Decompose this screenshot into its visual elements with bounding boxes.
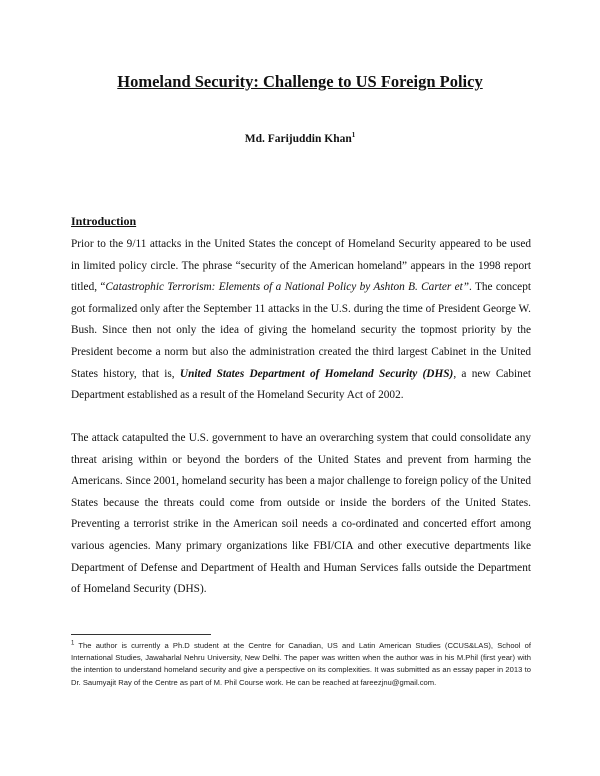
paragraph-2: The attack catapulted the U.S. government to have an overarching system that could consolidate any threat arising within or beyond the borders of the United States and prevent from harming the Americans. Since 2001, homeland security has been a major challenge to foreign policy of the United States because the threats could come from outside or inside the borders of the United States. Preventing a terrorist strike in the American soil needs a co-ordinated and concerted effort among various agencies. Many primary organizations like FBI/CIA and other executive departments like Department of Defense and Department of Health and Human Services falls outside the Department of Homeland Security (DHS). xyxy=(71,432,531,596)
paper-title: Homeland Security: Challenge to US Foreign Policy xyxy=(117,72,483,91)
author-line xyxy=(0,133,600,145)
section-heading: Introduction xyxy=(71,214,137,228)
dhs-name: United States Department of Homeland Security (DHS) xyxy=(179,367,454,380)
author-name: Md. Farijuddin Khan xyxy=(244,133,352,145)
footnote-reference[interactable]: 1 xyxy=(351,131,356,140)
paragraph-1-text-a: Prior to the 9/11 attacks in the United States the concept of Homeland Security appeared to be used in limited policy circle. The phrase “security of the American homeland” appears in the 1998 report titled, “ xyxy=(71,238,531,294)
paragraph-1-text-c: , a new Cabinet Department established as a result of the Homeland Security Act of 2002. xyxy=(71,367,531,402)
report-title: Catastrophic Terrorism: Elements of a National Policy by Ashton B. Carter et” xyxy=(105,281,470,294)
paragraph-1-text-b: . The concept got formalized only after the September 11 attacks in the U.S. during the time of President George W. Bush. Since then not only the idea of giving the homeland security the topmost priority by the President become a norm but also the administration created the third largest Cabinet in the United States history, that is, xyxy=(71,281,531,380)
footnote-mark: 1 xyxy=(71,640,75,647)
paragraph-1 xyxy=(71,234,531,407)
footnote-text: The author is currently a Ph.D student at the Centre for Canadian, US and Latin American Studies (CCUS&LAS), School of International Studies, Jawaharlal Nehru University, New Delhi. The paper was written when the author was in his M.Phil (first year) with the intention to understand homeland security and give a perspective on its complexities. It was submitted as an essay paper in 2013 to Dr. Saumyajit Ray of the Centre as part of M. Phil Course work. He can be reached at fareezjnu@gmail.com. xyxy=(71,641,531,687)
footnote-divider xyxy=(71,634,211,635)
footnote xyxy=(71,640,531,689)
